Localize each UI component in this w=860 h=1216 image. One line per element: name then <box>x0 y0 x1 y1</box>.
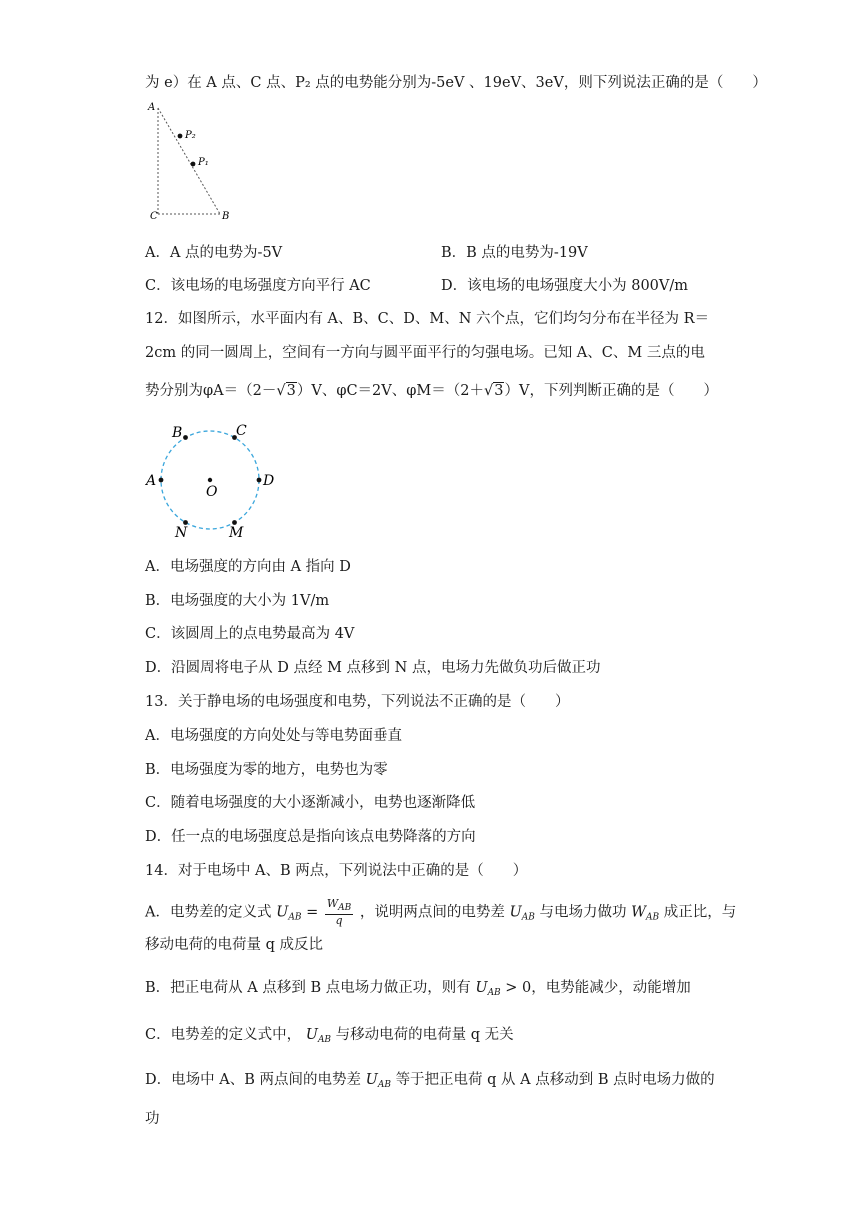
q14-d-text2: 等于把正电荷 q 从 A 点移动到 B 点时电场力做的 <box>395 1072 715 1088</box>
q12-sqrt3-a: 3 <box>286 383 296 399</box>
d-u: U <box>365 1072 378 1088</box>
q11-option-b: B．B 点的电势为-19V <box>441 245 588 261</box>
label-p2: P₂ <box>185 130 196 141</box>
point-p2 <box>178 134 183 139</box>
q14-b-text1: B．把正电荷从 A 点移到 B 点电场力做正功，则有 <box>145 980 471 996</box>
c-u-sub: AB <box>317 1035 332 1045</box>
formula-fraction <box>325 898 353 927</box>
d-u-sub: AB <box>377 1080 391 1090</box>
q14-a-text4: 成正比，与 <box>663 904 737 921</box>
c-u: U <box>305 1027 318 1043</box>
q14-a-text2: ，说明两点间的电势差 <box>359 904 505 921</box>
q12-phi-c-m: ）V、φC＝2V、φM＝（2＋ <box>296 383 484 399</box>
q12-stem-line3: 势分别为φA＝（2－√3）V、φC＝2V、φM＝（2＋√3）V，下列判断正确的是（ ） <box>145 383 718 399</box>
q11-stem-tail: 为 e）在 A 点、C 点、P₂ 点的电势能分别为-5eV 、19eV、3eV，则下列说法正确的是（ ） <box>145 75 767 91</box>
q14-option-d-line2: 功 <box>145 1111 160 1127</box>
b-u: U <box>475 980 488 996</box>
point-b <box>183 435 188 440</box>
q14-c-text2: 与移动电荷的电荷量 q 无关 <box>335 1027 514 1043</box>
q12-option-a: A．电场强度的方向由 A 指向 D <box>145 559 351 575</box>
inline-w-sub: AB <box>645 912 660 923</box>
point-p1 <box>191 162 196 167</box>
label-m: M <box>229 525 244 541</box>
q12-stem-line1: 12．如图所示，水平面内有 A、B、C、D、M、N 六个点，它们均匀分布在半径为 R＝ <box>145 311 710 327</box>
label-b: B <box>172 425 183 441</box>
inline-u: U <box>509 904 522 921</box>
q12-sqrt3-b: 3 <box>494 383 504 399</box>
q11-option-d: D．该电场的电场强度大小为 800V/m <box>441 278 689 294</box>
q11-option-a: A．A 点的电势为-5V <box>145 245 283 261</box>
b-ineq: > 0 <box>505 980 532 996</box>
q14-option-b <box>145 978 691 1003</box>
point-a <box>159 478 164 483</box>
b-u-sub: AB <box>487 988 501 998</box>
label-p1: P₁ <box>198 157 209 168</box>
q11-option-c: C．该电场的电场强度方向平行 AC <box>145 278 371 294</box>
q14-c-text1: C．电势差的定义式中， <box>145 1027 302 1043</box>
q12-circle-figure <box>140 418 290 544</box>
label-c: C <box>236 423 247 439</box>
label-a: A <box>148 102 156 113</box>
q14-b-text2: ，电势能减少，动能增加 <box>531 980 691 996</box>
point-d <box>257 478 262 483</box>
point-o <box>208 478 212 482</box>
formula-u: U <box>276 904 289 921</box>
inline-u-sub: AB <box>521 912 535 923</box>
q14-stem: 14．对于电场中 A、B 两点，下列说法中正确的是（ ） <box>145 863 528 879</box>
q12-stem-end: ）V，下列判断正确的是（ ） <box>504 383 718 399</box>
inline-w: W <box>631 904 646 921</box>
q13-option-c: C．随着电场强度的大小逐渐减小，电势也逐渐降低 <box>145 795 476 811</box>
formula-w-sub: AB <box>338 903 352 913</box>
q13-option-d: D．任一点的电场强度总是指向该点电势降落的方向 <box>145 829 476 845</box>
q14-option-c <box>145 1025 514 1050</box>
label-a: A <box>146 473 157 489</box>
label-d: D <box>263 473 275 489</box>
q14-a-text3: 与电场力做功 <box>539 904 627 921</box>
q13-option-b: B．电场强度为零的地方，电势也为零 <box>145 762 388 778</box>
formula-w: W <box>326 897 339 910</box>
formula-u-sub: AB <box>288 912 302 923</box>
q12-option-c: C．该圆周上的点电势最高为 4V <box>145 626 355 642</box>
q14-a-text1: A．电势差的定义式 <box>145 904 272 921</box>
formula-q: q <box>335 914 343 927</box>
q13-stem: 13．关于静电场的电场强度和电势，下列说法不正确的是（ ） <box>145 694 570 710</box>
q12-option-d: D．沿圆周将电子从 D 点经 M 点移到 N 点，电场力先做负功后做正功 <box>145 660 601 676</box>
q14-d-text1: D．电场中 A、B 两点间的电势差 <box>145 1072 361 1088</box>
q13-option-a: A．电场强度的方向处处与等电势面垂直 <box>145 728 402 744</box>
q12-phi-a: 势分别为φA＝（2－ <box>145 383 277 399</box>
q11-triangle-figure <box>140 98 240 224</box>
q14-option-a-line2: 移动电荷的电荷量 q 成反比 <box>145 937 323 953</box>
q14-option-a-line1: A．电势差的定义式 $U_{AB}$ = $\frac{W_{AB}}{q}$ ，说明两点间的电势差 $U_{AB}$ 与电场力做功 $W_{AB}$ 成正比，与 <box>145 897 737 927</box>
label-b: B <box>222 211 230 222</box>
label-c: C <box>150 211 158 222</box>
side-ab <box>158 108 220 214</box>
label-n: N <box>175 525 188 541</box>
label-o: O <box>206 484 218 500</box>
q12-option-b: B．电场强度的大小为 1V/m <box>145 593 330 609</box>
q14-option-d-line1 <box>145 1070 715 1095</box>
q12-stem-line2: 2cm 的同一圆周上，空间有一方向与圆平面平行的匀强电场。已知 A、C、M 三点的电 <box>145 345 705 361</box>
